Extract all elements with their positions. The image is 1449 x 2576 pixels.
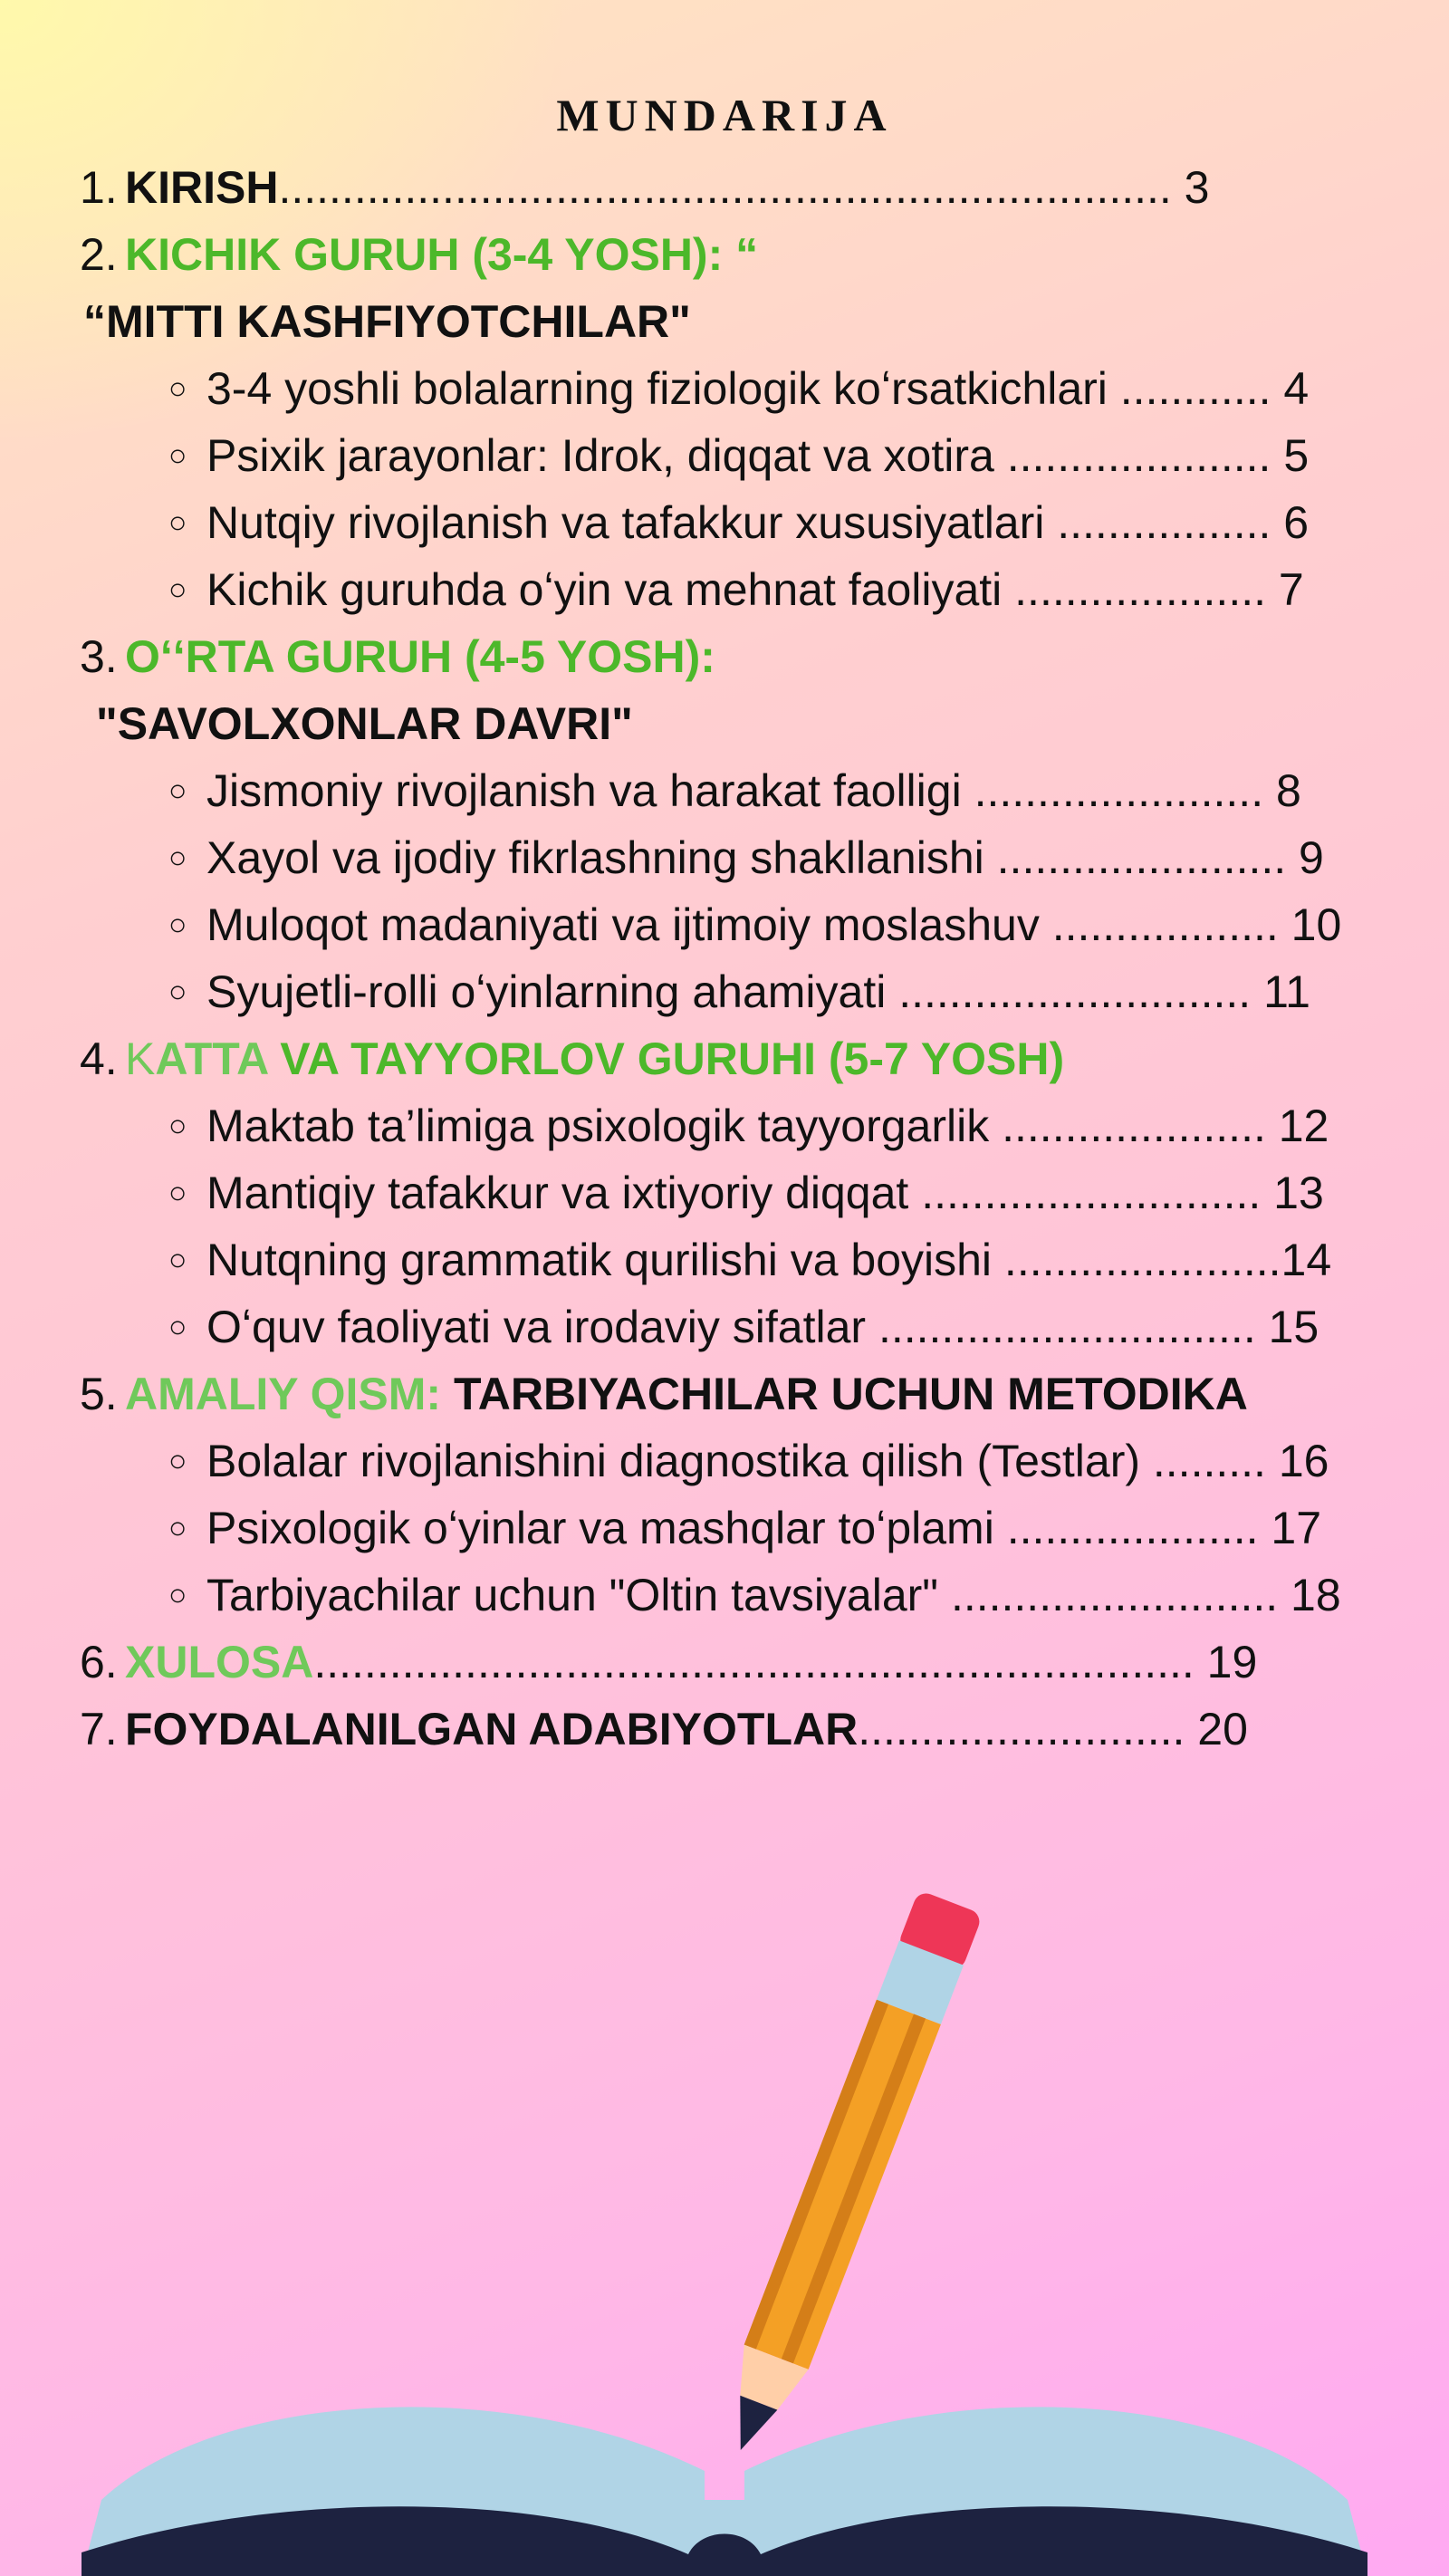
bullet-icon: ○	[168, 572, 187, 607]
bullet-icon: ○	[168, 908, 187, 942]
bullet-icon: ○	[168, 1310, 187, 1344]
bullet-icon: ○	[168, 1511, 187, 1545]
page-title: MUNDARIJA	[556, 90, 893, 140]
toc-title-part: VA TAYYORLOV GURUHI (5-7 YOSH)	[267, 1033, 1065, 1084]
toc-title-text: KIRISH	[125, 162, 279, 213]
toc-number: 3.	[80, 631, 118, 682]
bullet-icon: ○	[168, 1176, 187, 1210]
toc-number: 1.	[80, 162, 118, 213]
toc-title-part: K	[125, 1033, 156, 1084]
toc-subitem-text: Nutqning grammatik qurilishi va boyishi ......................14	[206, 1235, 1332, 1285]
bullet-icon: ○	[168, 975, 187, 1009]
toc-number: 6.	[80, 1637, 118, 1687]
toc-title-part: ATTA	[155, 1033, 268, 1084]
toc-title-text: FOYDALANILGAN ADABIYOTLAR	[125, 1704, 859, 1754]
toc-subitem-text: Muloqot madaniyati va ijtimoiy moslashuv .................. 10	[206, 899, 1342, 950]
toc-subitem-text: Xayol va ijodiy fikrlashning shakllanishi ....................... 9	[206, 832, 1324, 883]
bullet-icon: ○	[168, 1444, 187, 1478]
toc-title: KICHIK GURUH (3-4 YOSH): “	[125, 229, 759, 280]
toc-subtitle: "SAVOLXONLAR DAVRI"	[96, 698, 633, 749]
toc-subitem-text: 3-4 yoshli bolalarning fiziologik koʻrsatkichlari ............ 4	[206, 363, 1310, 414]
toc-subitem-text: Maktab ta’limiga psixologik tayyorgarlik ..................... 12	[206, 1101, 1329, 1151]
toc-title-part: TARBIYACHILAR UCHUN METODIKA	[453, 1369, 1248, 1419]
toc-subitem-text: Psixologik oʻyinlar va mashqlar toʻplami .................... 17	[206, 1503, 1322, 1553]
bullet-icon: ○	[168, 371, 187, 406]
toc-subitem-text: Oʻquv faoliyati va irodaviy sifatlar .............................. 15	[206, 1302, 1319, 1352]
toc-subitem-text: Nutqiy rivojlanish va tafakkur xususiyatlari ................. 6	[206, 497, 1310, 548]
toc-leader: ....................................................................... 3	[278, 162, 1210, 213]
toc-number: 7.	[80, 1704, 118, 1754]
toc-title-text: XULOSA	[125, 1637, 314, 1687]
toc-title-part: AMALIY QISM:	[125, 1369, 454, 1419]
bullet-icon: ○	[168, 1109, 187, 1143]
toc-number: 2.	[80, 229, 118, 280]
toc-subitem-text: Kichik guruhda oʻyin va mehnat faoliyati .................... 7	[206, 564, 1304, 615]
bullet-icon: ○	[168, 1243, 187, 1277]
toc-subitem-text: Jismoniy rivojlanish va harakat faolligi ....................... 8	[206, 765, 1301, 816]
toc-title	[125, 1025, 1064, 1092]
bullet-icon: ○	[168, 438, 187, 473]
book-pencil-illustration	[0, 1866, 1449, 2576]
toc-leader: .......................... 20	[858, 1704, 1248, 1754]
toc-leader: ...................................................................... 19	[313, 1637, 1258, 1687]
toc-subitem-text: Syujetli-rolli oʻyinlarning ahamiyati ............................ 11	[206, 966, 1310, 1017]
toc-subitem-text: Tarbiyachilar uchun "Oltin tavsiyalar" .......................... 18	[206, 1570, 1341, 1620]
toc-subitem-text: Bolalar rivojlanishini diagnostika qilish (Testlar) ......... 16	[206, 1436, 1329, 1486]
open-book-icon	[82, 2407, 1367, 2576]
toc-title	[125, 1696, 1248, 1763]
toc-title	[125, 1629, 1257, 1696]
toc-subitem-text: Psixik jarayonlar: Idrok, diqqat va xotira ..................... 5	[206, 430, 1310, 481]
pencil-icon	[708, 1889, 983, 2462]
toc-number: 4.	[80, 1033, 118, 1084]
toc-title	[125, 1360, 1248, 1427]
bullet-icon: ○	[168, 505, 187, 540]
toc-title	[125, 154, 1209, 221]
toc-subtitle: “MITTI KASHFIYOTCHILAR"	[83, 296, 691, 347]
toc-subitem-text: Mantiqiy tafakkur va ixtiyoriy diqqat ........................... 13	[206, 1168, 1324, 1218]
bullet-icon: ○	[168, 774, 187, 808]
toc-title: Oʻ‘RTA GURUH (4-5 YOSH):	[125, 631, 715, 682]
bullet-icon: ○	[168, 1578, 187, 1612]
toc-number: 5.	[80, 1369, 118, 1419]
bullet-icon: ○	[168, 841, 187, 875]
